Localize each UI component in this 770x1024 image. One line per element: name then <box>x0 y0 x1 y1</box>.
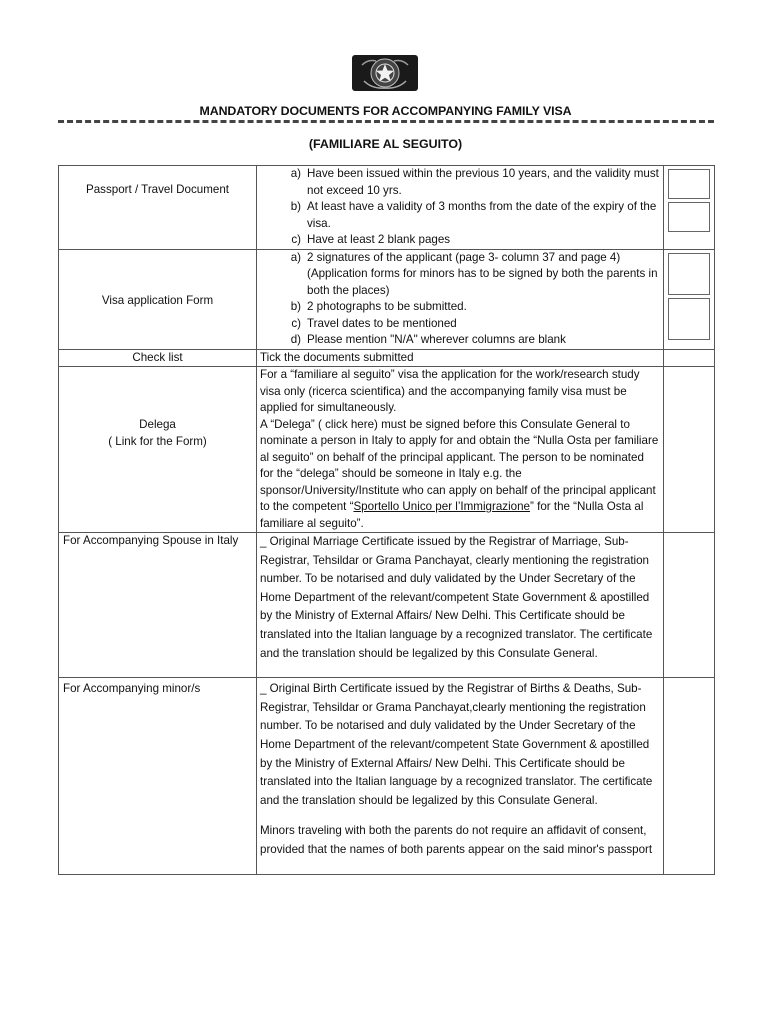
visa-form-label: Visa application Form <box>101 293 214 307</box>
list-text: Please mention "N/A" wherever columns are blank <box>307 333 566 346</box>
list-text: Have at least 2 blank pages <box>307 233 451 246</box>
minor-text: _ Original Birth Certificate issued by the Registrar of Births & Deaths, Sub-Registrar, Tehsildar or Grama Panchayat,clearly mentioning the registration number. To be notarised and duly validated by the Under Secretary of the Home Department of the relevant/competent State Government & apostilled by the Ministry of External Affairs/ New Delhi. This Certificate should be translated into the Italian language by a recognized translator. The certificate and the translation should be legalized by this Consulate General. <box>260 682 653 807</box>
table-row <box>59 249 715 349</box>
spouse-label: For Accompanying Spouse in Italy <box>63 534 239 547</box>
list-text: At least have a validity of 3 months from the date of the expiry of the visa. <box>307 200 657 230</box>
check-cell <box>664 249 715 349</box>
list-item <box>257 299 663 316</box>
list-marker: b) <box>290 200 301 213</box>
table-row <box>59 166 715 250</box>
minor-text-cell <box>257 678 664 874</box>
checkbox[interactable] <box>668 202 710 232</box>
passport-requirements-cell <box>257 166 664 250</box>
delega-label-cell <box>59 367 257 533</box>
list-item <box>257 250 663 300</box>
delega-text <box>257 417 663 533</box>
list-text: 2 signatures of the applicant (page 3- column 37 and page 4)(Application forms for minors has to be signed by both the parents in both the places) <box>307 250 658 297</box>
checkbox[interactable] <box>668 169 710 199</box>
list-item <box>257 199 663 232</box>
italian-republic-emblem-icon <box>352 55 418 91</box>
delega-intro-text: For a “familiare al seguito” visa the application for the work/research study visa only (ricerca scientifica) and the accompanying family visa must be applied for simultaneously. <box>260 368 640 414</box>
check-cell <box>664 166 715 250</box>
checkbox[interactable] <box>668 298 710 340</box>
title-divider <box>58 120 714 123</box>
checklist-text: Tick the documents submitted <box>260 350 414 364</box>
list-marker: c) <box>291 316 301 330</box>
delega-text-before: A “Delega” ( click here) must be signed before this Consulate General to nominate a person in Italy to apply for and obtain the “Nulla Osta per familiare al seguito” on behalf of the principal applicant. The person to be nominated for the “delega” should be someone in Italy e.g. the sponsor/University/Institute who can apply on behalf of the principal applicant to the competent “ <box>260 417 659 513</box>
list-text: Have been issued within the previous 10 years, and the validity must not exceed 10 yrs. <box>307 167 659 197</box>
spouse-text-cell <box>257 533 664 678</box>
page-subtitle: (FAMILIARE AL SEGUITO) <box>308 137 463 151</box>
visa-form-requirements-cell <box>257 249 664 349</box>
list-marker: d) <box>290 333 301 346</box>
minor-label: For Accompanying minor/s <box>63 682 201 696</box>
checklist-text-cell <box>257 349 664 367</box>
table-row <box>59 349 715 367</box>
list-item <box>257 316 663 333</box>
list-text: 2 photographs to be submitted. <box>307 300 467 313</box>
list-marker: c) <box>291 233 301 246</box>
table-row <box>59 678 715 874</box>
delega-form-link[interactable]: ( Link for the Form) <box>108 434 207 448</box>
table-row <box>59 533 715 678</box>
list-marker: a) <box>290 250 301 264</box>
list-text: Travel dates to be mentioned <box>307 316 457 330</box>
passport-label: Passport / Travel Document <box>85 183 230 196</box>
delega-text-after: ” for the “Nulla Osta al familiare al seguito”. <box>260 500 644 530</box>
spouse-text: _ Original Marriage Certificate issued by the Registrar of Marriage, Sub-Registrar, Tehsildar or Grama Panchayat, clearly mentioning the registration number. To be notarised and duly validated by the Under Secretary of the Home Department of the relevant/competent State Government & apostilled by the Ministry of External Affairs/ New Delhi. This Certificate should be translated into the Italian language by a recognized translator. The certificate and the translation should be legalized by this Consulate General. <box>260 535 653 660</box>
check-cell <box>664 678 715 874</box>
delega-label: Delega <box>139 418 176 431</box>
sportello-unico-link[interactable]: Sportello Unico per l’Immigrazione <box>353 500 531 513</box>
minor-note: Minors traveling with both the parents do not require an affidavit of consent, provided that the names of both parents appear on the said minor's passport <box>260 824 653 856</box>
page-title: MANDATORY DOCUMENTS FOR ACCOMPANYING FAMILY VISA <box>199 104 572 118</box>
checklist-label-cell <box>59 349 257 367</box>
visa-form-label-cell <box>59 249 257 349</box>
minor-label-cell <box>59 678 257 874</box>
list-item <box>257 332 663 349</box>
passport-label-cell <box>59 166 257 250</box>
documents-table <box>58 165 715 875</box>
list-item <box>257 232 663 249</box>
list-marker: a) <box>290 167 301 180</box>
spouse-label-cell <box>59 533 257 678</box>
check-cell <box>664 367 715 533</box>
checkbox[interactable] <box>668 253 710 295</box>
check-cell <box>664 533 715 678</box>
check-cell <box>664 349 715 367</box>
table-row <box>59 367 715 533</box>
list-item <box>257 166 663 199</box>
checklist-label: Check list <box>132 350 183 364</box>
list-marker: b) <box>290 300 301 313</box>
delega-text-cell <box>257 367 664 533</box>
